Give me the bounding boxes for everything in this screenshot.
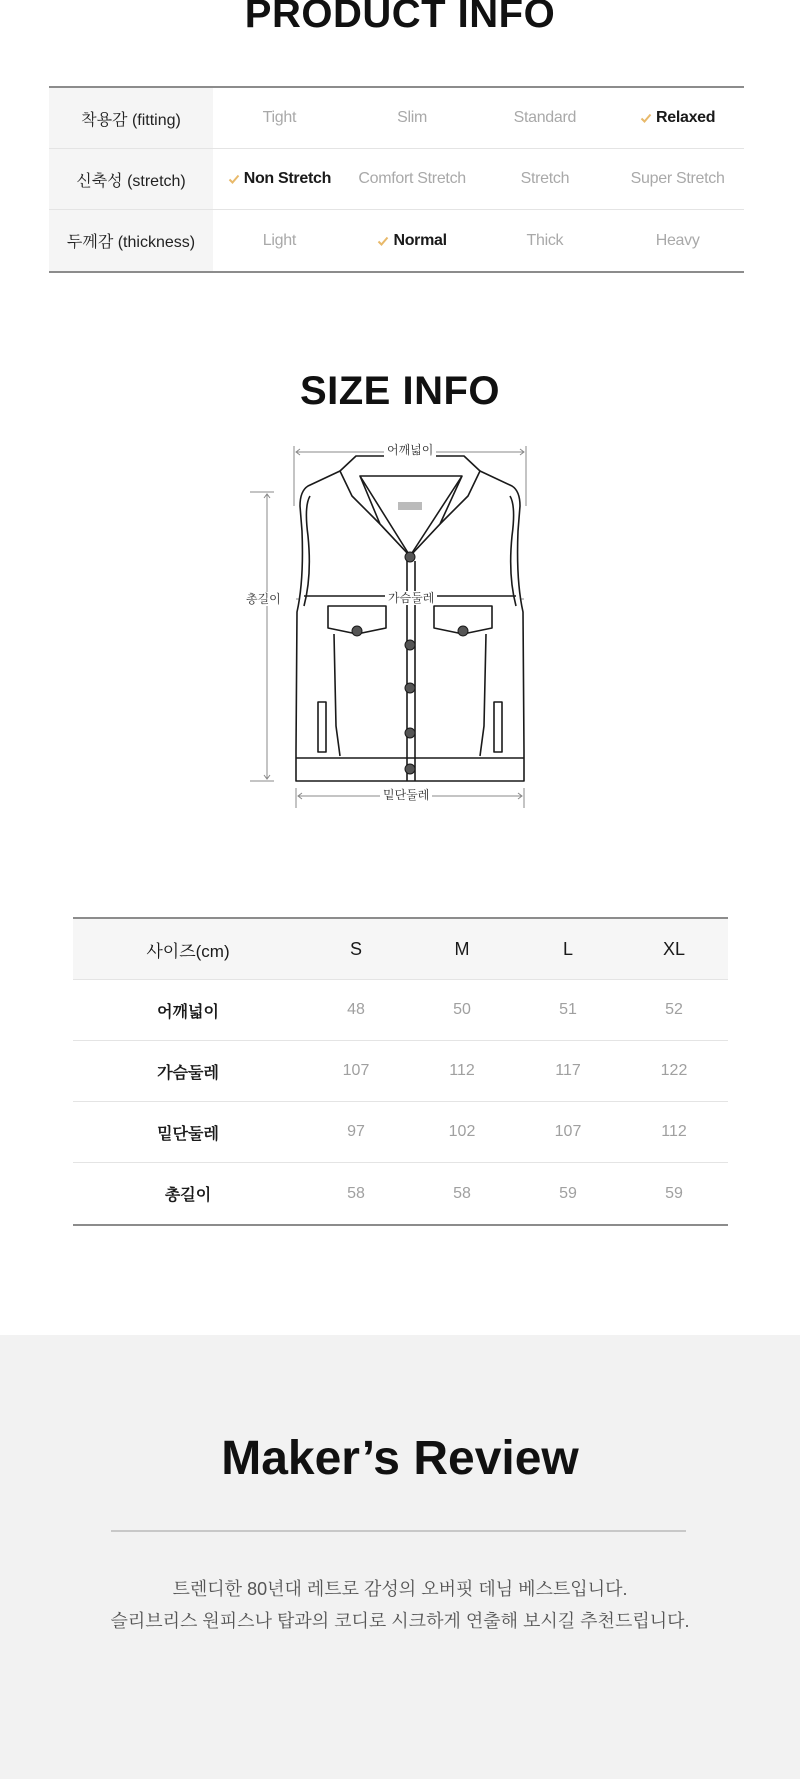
measure-value: 59 <box>665 1184 683 1202</box>
chest-label: 가슴둘레 <box>385 591 437 605</box>
check-icon <box>228 173 240 185</box>
product-info-table <box>49 86 744 273</box>
shoulder-width-label: 어깨넓이 <box>384 443 436 457</box>
thickness-label: 두께감 (thickness) <box>49 210 213 271</box>
measure-value: 107 <box>554 1123 582 1140</box>
measure-value: 50 <box>453 1001 471 1018</box>
thickness-option: Thick <box>526 231 564 249</box>
measure-value: 52 <box>665 1001 683 1018</box>
stretch-label: 신축성 (stretch) <box>49 149 213 209</box>
measure-value: 102 <box>448 1123 476 1140</box>
fitting-option: Tight <box>262 109 297 126</box>
review-line: 슬리브리스 원피스나 탑과의 코디로 시크하게 연출해 보시길 추천드립니다. <box>110 1611 690 1631</box>
measure-value: 107 <box>342 1062 370 1079</box>
thickness-option: Light <box>262 231 296 249</box>
measure-value: 58 <box>453 1184 471 1202</box>
thickness-row <box>49 210 744 271</box>
stretch-option: Comfort Stretch <box>358 170 466 187</box>
size-header-cell: M <box>454 938 470 959</box>
product-info-title: PRODUCT INFO <box>244 0 556 36</box>
stretch-row <box>49 149 744 210</box>
vest-measurement-diagram <box>240 436 540 812</box>
measure-label: 어깨넓이 <box>157 1003 219 1021</box>
fitting-option: Standard <box>513 109 577 126</box>
review-title: Maker’s Review <box>221 1432 579 1485</box>
measure-value: 97 <box>347 1123 365 1140</box>
measure-label: 밑단둘레 <box>157 1125 219 1143</box>
measure-value: 48 <box>347 1001 365 1018</box>
table-row <box>73 1041 728 1102</box>
measure-value: 59 <box>559 1184 577 1202</box>
stretch-option: Non Stretch <box>213 149 346 209</box>
fitting-row <box>49 88 744 149</box>
measure-label: 가슴둘레 <box>157 1064 219 1082</box>
table-row <box>73 1163 728 1224</box>
table-row <box>73 980 728 1041</box>
stretch-option: Stretch <box>520 170 570 187</box>
fitting-label: 착용감 (fitting) <box>49 88 213 148</box>
review-line: 트렌디한 80년대 레트로 감성의 오버핏 데님 베스트입니다. <box>172 1579 628 1599</box>
thickness-option: Normal <box>346 210 479 271</box>
measure-value: 51 <box>559 1001 577 1018</box>
vest-illustration <box>240 436 540 812</box>
fitting-option: Relaxed <box>611 88 744 148</box>
size-header-cell: L <box>562 938 573 959</box>
size-header-cell: XL <box>662 938 686 959</box>
size-header-cell: S <box>349 938 362 959</box>
measure-value: 122 <box>660 1062 688 1079</box>
review-divider <box>111 1530 686 1532</box>
check-icon <box>640 112 652 124</box>
measure-value: 112 <box>661 1123 687 1140</box>
size-table-header <box>73 919 728 980</box>
measure-value: 58 <box>347 1184 365 1202</box>
measure-label: 총길이 <box>164 1187 212 1204</box>
size-header-label: 사이즈(cm) <box>146 941 230 961</box>
fitting-option: Slim <box>397 109 428 126</box>
size-info-title: SIZE INFO <box>299 369 501 413</box>
length-label: 총길이 <box>243 592 284 606</box>
thickness-option: Heavy <box>655 231 700 249</box>
size-table <box>73 917 728 1226</box>
measure-value: 112 <box>449 1062 475 1079</box>
stretch-option: Super Stretch <box>630 170 725 187</box>
review-text <box>0 1573 800 1637</box>
measure-value: 117 <box>555 1062 581 1079</box>
hem-label: 밑단둘레 <box>380 788 432 802</box>
table-row <box>73 1102 728 1163</box>
makers-review-section <box>0 1335 800 1779</box>
check-icon <box>377 235 389 247</box>
